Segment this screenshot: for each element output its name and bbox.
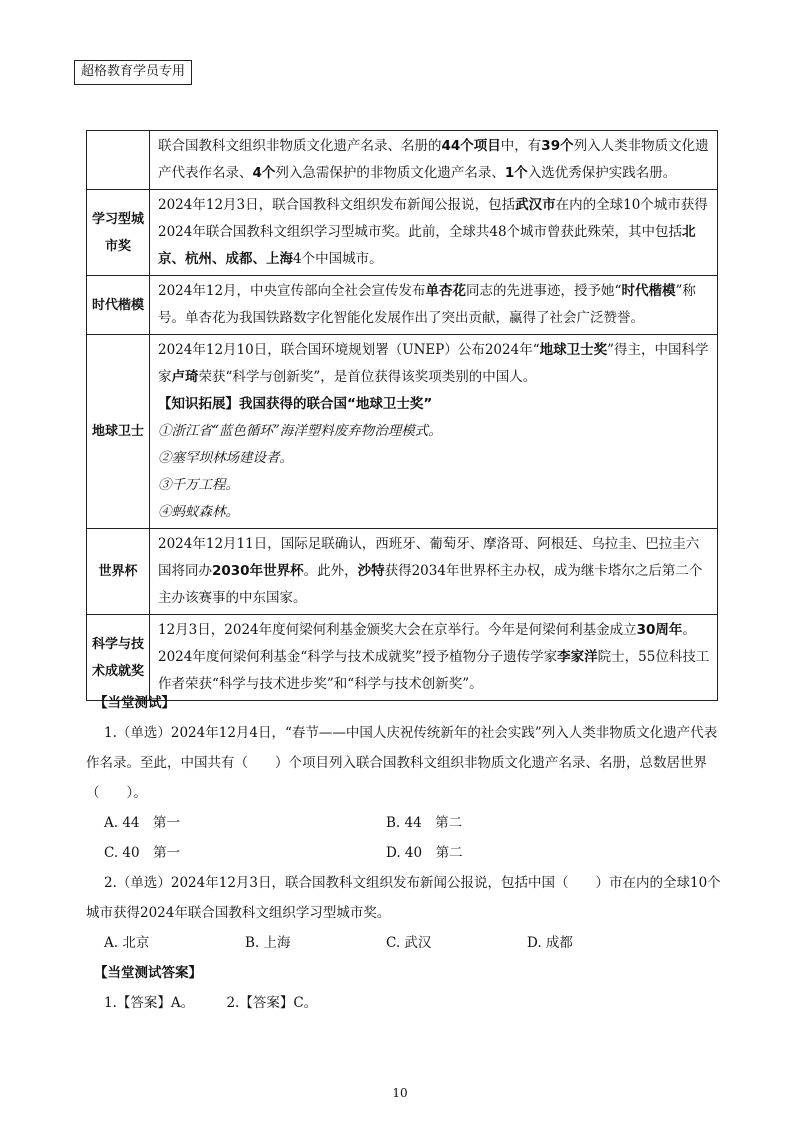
quiz-title: 【当堂测试】 (94, 695, 175, 711)
table-row (87, 335, 718, 529)
question-1-options (104, 838, 726, 868)
highlight: 30周年 (636, 622, 683, 638)
highlight: 卢琦 (171, 369, 199, 385)
highlight: 4个 (252, 165, 276, 181)
table-row (87, 276, 718, 335)
row-label: 学习型城市奖 (87, 190, 150, 276)
highlight: 44个项目 (441, 138, 501, 154)
highlight: 39个 (541, 138, 574, 154)
extension-title: 【知识拓展】我国获得的联合国“地球卫士奖” (158, 396, 433, 412)
text: 2024年12月11日，国际足联确认，西班牙、葡萄牙、摩洛哥、阿根廷、乌拉圭、巴拉圭六国将同办 (158, 536, 700, 579)
answers (104, 988, 726, 1018)
text: 。此外， (303, 563, 358, 579)
answer-2: 2.【答案】C。 (226, 995, 318, 1011)
text: 4个中国城市。 (293, 251, 383, 267)
option-a: A. 北京 (104, 935, 150, 951)
header-label: 超格教育学员专用 (74, 60, 192, 85)
question-2-options (104, 928, 726, 958)
text: 获得2034年世界杯主办权，成为继卡塔尔之后第二个主办该赛事的中东国家。 (158, 563, 703, 606)
option-c: C. 40 第一 (104, 845, 181, 861)
highlight: 北京、杭州、成都、上海 (158, 224, 696, 267)
text: 2024年12月3日，联合国教科文组织发布新闻公报说，包括 (158, 197, 516, 213)
table-row (87, 190, 718, 276)
text: 联合国教科文组织非物质文化遗产名录、名册的 (158, 138, 442, 154)
page-number: 10 (392, 1086, 408, 1100)
text: ”称号。单杏花为我国铁路数字化智能化发展作出了突出贡献，赢得了社会广泛赞誉。 (158, 283, 696, 326)
highlight: 李家洋 (557, 649, 598, 665)
highlight: 单杏花 (425, 283, 467, 299)
list-item: ③千万工程。 (158, 477, 239, 493)
table-row (87, 131, 718, 190)
text: 入选优秀保护实践名册。 (527, 165, 677, 181)
option-c: C. 武汉 (386, 935, 432, 951)
row-label: 科学与技术成就奖 (87, 615, 150, 701)
text: 。2024年度何梁何利基金“科学与技术成就奖”授予植物分子遗传学家 (158, 622, 696, 665)
option-d: D. 40 第二 (386, 845, 463, 861)
option-b: B. 44 第二 (386, 815, 463, 831)
text: 院士，55位科技工作者荣获“科学与技术进步奖”和“科学与技术创新奖”。 (158, 649, 710, 692)
question-2: 2.（单选）2024年12月3日，联合国教科文组织发布新闻公报说，包括中国（ ）市在内的全球10个城市获得2024年联合国教科文组织学习型城市奖。 (86, 875, 721, 921)
question-1: 1.（单选）2024年12月4日，“春节——中国人庆祝传统新年的社会实践”列入人类非物质文化遗产代表作名录。至此，中国共有（ ）个项目列入联合国教科文组织非物质文化遗产名录、名册，总数居世界（ ）。 (86, 725, 718, 801)
highlight: 2030年世界杯 (212, 563, 304, 579)
answer-title: 【当堂测试答案】 (94, 965, 202, 981)
question-1-options (104, 808, 726, 838)
list-item: ②塞罕坝林场建设者。 (158, 450, 293, 466)
row-label: 地球卫士 (87, 335, 150, 529)
option-a: A. 44 第一 (104, 815, 181, 831)
text: 2024年12月10日，联合国环境规划署（UNEP）公布2024年“ (158, 342, 540, 358)
row-content (150, 190, 718, 276)
text: 在内的全球10个城市获得2024年联合国教科文组织学习型城市奖。此前，全球共48个城市曾获此殊荣，其中包括 (158, 197, 708, 240)
text: ”得主，中国科学家 (158, 342, 709, 385)
table-row (87, 529, 718, 615)
row-content (150, 529, 718, 615)
list-item: ①浙江省“蓝色循环”海洋塑料废弃物治理模式。 (158, 423, 442, 439)
option-b: B. 上海 (245, 935, 291, 951)
highlight: 时代楷模 (621, 283, 676, 299)
text: 2024年12月，中央宣传部向全社会宣传发布 (158, 283, 426, 299)
highlight: 地球卫士奖 (539, 342, 608, 358)
option-d: D. 成都 (527, 935, 573, 951)
row-content (150, 335, 718, 529)
text: 同志的先进事迹，授予她“ (466, 283, 622, 299)
facts-table (86, 130, 718, 701)
row-label: 世界杯 (87, 529, 150, 615)
text: 列入急需保护的非物质文化遗产名录、 (275, 165, 505, 181)
row-content (150, 131, 718, 190)
text: 12月3日，2024年度何梁何利基金颁奖大会在京举行。今年是何梁何利基金成立 (158, 622, 637, 638)
text: 荣获“科学与创新奖”，是首位获得该奖项类别的中国人。 (198, 369, 537, 385)
row-content (150, 276, 718, 335)
quiz-section (86, 688, 726, 1018)
text: 列入人类非物质文化遗产代表作名录、 (158, 138, 709, 181)
answer-1: 1.【答案】A。 (104, 995, 195, 1011)
row-label: 时代楷模 (87, 276, 150, 335)
highlight: 沙特 (357, 563, 385, 579)
list-item: ④蚂蚁森林。 (158, 504, 239, 520)
row-label (87, 131, 150, 190)
text: 中，有 (500, 138, 542, 154)
highlight: 1个 (504, 165, 528, 181)
highlight: 武汉市 (515, 197, 556, 213)
